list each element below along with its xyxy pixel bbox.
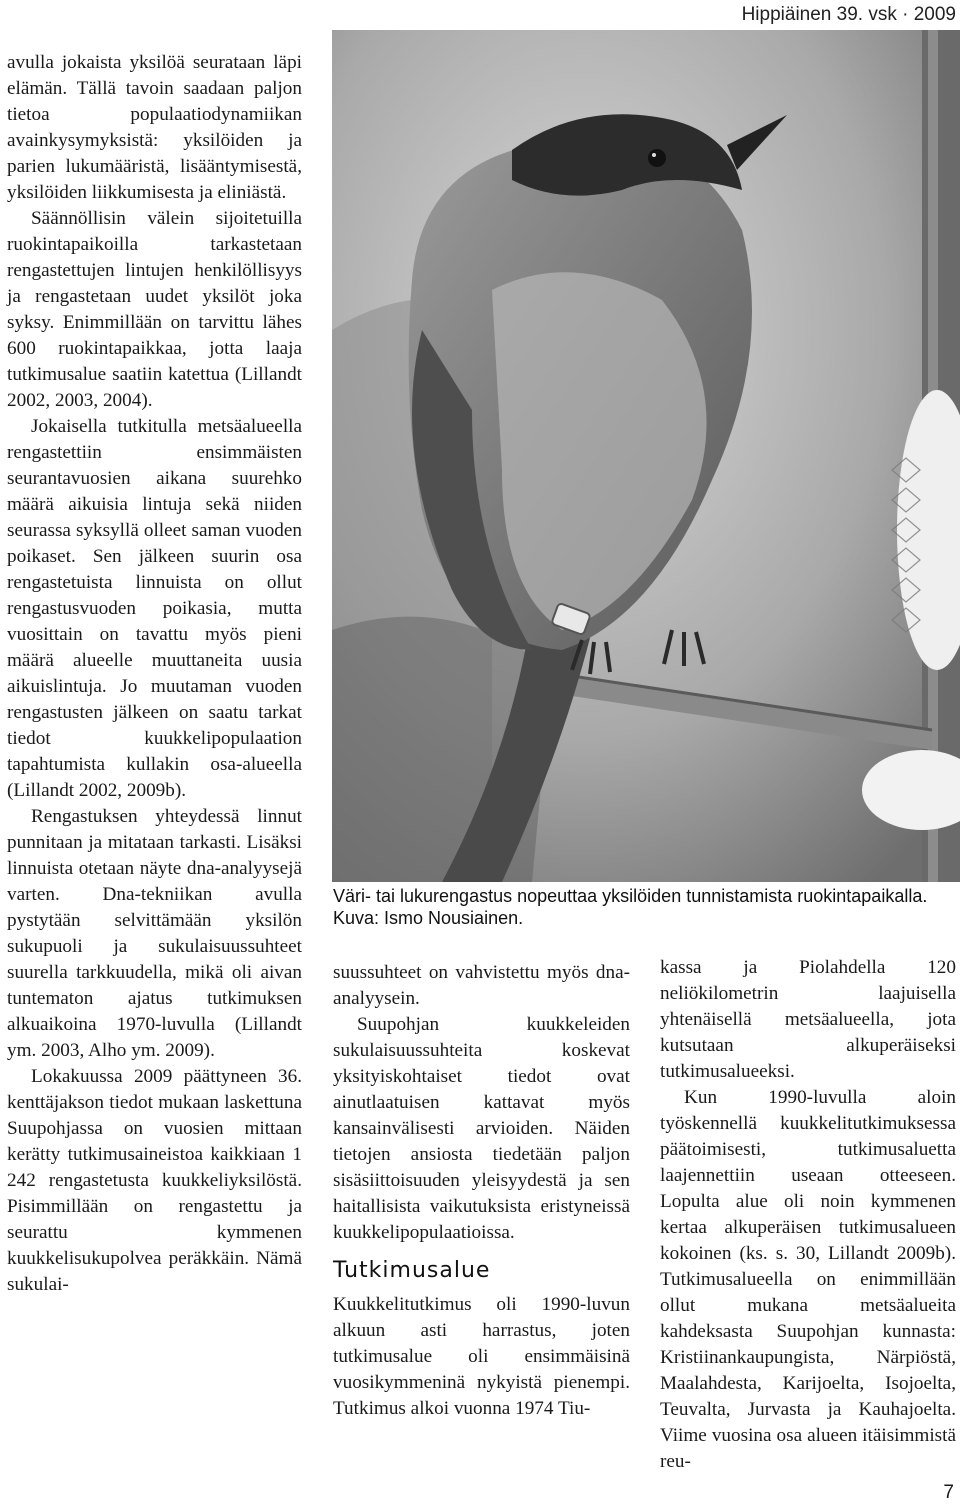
siberian-jay-illustration [332,30,960,882]
bird-photo [332,30,960,882]
paragraph: Lokakuussa 2009 päättyneen 36. kenttäjakson tiedot mukaan laskettuna Suupohjassa on vuosien mittaan kerätty tutkimusaineistoa kaikkiaan 1 242 rengastetusta kuukkeliyksilöstä. Pisimmillään on rengastettu ja seurattu kymmenen kuukkelisukupolvea peräkkäin. Nämä sukulai- [7,1066,302,1295]
paragraph: suussuhteet on vahvistettu myös dna-analyysein. [333,962,630,1009]
page-number: 7 [943,1482,954,1503]
paragraph: avulla jokaista yksilöä seurataan läpi elämän. Tällä tavoin saadaan paljon tietoa populaatiodynamiikan avainkysymyksistä: yksilöiden ja parien lukumääristä, lisääntymisestä, yksilöiden liikkumisesta ja eliniästä. [7,52,302,203]
column-3 [660,955,956,1475]
running-header: Hippiäinen 39. vsk · 2009 [741,4,956,25]
column-1 [7,50,302,1298]
photo-caption: Väri- tai lukurengastus nopeuttaa yksilöiden tunnistamista ruokintapaikalla. Kuva: Ismo Nousiainen. [333,886,928,928]
paragraph: Rengastuksen yhteydessä linnut punnitaan ja mitataan tarkasti. Lisäksi linnuista otetaan näyte dna-analyysejä varten. Dna-tekniikan avulla pystytään selvittämään yksilön sukupuoli ja sukulaisuussuhteet suurella tarkkuudella, mikä oli aivan tuntematon ajatus tutkimuksen alkuaikoina 1970-luvulla (Lillandt ym. 2003, Alho ym. 2009). [7,806,302,1061]
paragraph: kassa ja Piolahdella 120 neliökilometrin laajuisella yhtenäisellä metsäalueella, jota kutsutaan alkuperäiseksi tutkimusalueeksi. [660,957,956,1082]
paragraph: Suupohjan kuukkeleiden sukulaisuussuhteita koskevat yksityiskohtaiset tiedot ovat ainutlaatuisen kattavat myös kansainvälisesti arvioiden. Näiden tietojen ansiosta tiedetään paljon sisäsiittoisuuden yleisyydestä ja sen haitallisista vaikutuksista eristyneissä kuukkelipopulaatioissa. [333,1014,630,1243]
column-2 [333,960,630,1422]
paragraph: Kuukkelitutkimus oli 1990-luvun alkuun asti harrastus, joten tutkimusalue oli ensimmäisinä vuosikymmeninä nykyistä pienempi. Tutkimus alkoi vuonna 1974 Tiu- [333,1294,630,1419]
paragraph: Säännöllisin välein sijoitetuilla ruokintapaikoilla tarkastetaan rengastettujen lintujen henkilöllisyys ja rengastetaan uudet yksilöt joka syksy. Enimmillään on tarvittu lähes 600 ruokintapaikkaa, jotta laaja tutkimusalue saatiin katettua (Lillandt 2002, 2003, 2004). [7,208,302,411]
paragraph: Kun 1990-luvulla aloin työskennellä kuukkelitutkimuksessa päätoimisesti, tutkimusaluetta laajennettiin useaan otteeseen. Lopulta alue oli noin kymmenen kertaa alkuperäisen tutkimusalueen kokoinen (ks. s. 30, Lillandt 2009b). Tutkimusalueella on enimmillään ollut mukana metsäalueita kahdeksasta Suupohjan kunnasta: Kristiinankaupungista, Närpiöstä, Maalahdesta, Karijoelta, Isojoelta, Teuvalta, Jurvasta ja Kauhajoelta. Viime vuosina osa alueen itäisimmistä reu- [660,1087,956,1472]
section-heading: Tutkimusalue [333,1258,491,1283]
paragraph: Jokaisella tutkitulla metsäalueella rengastettiin ensimmäisten seurantavuosien aikana suurehko määrä aikuisia lintuja sekä niiden seurassa syksyllä olleet saman vuoden poikaset. Sen jälkeen suurin osa rengastetuista linnuista on ollut rengastusvuoden poikasia, mutta vuosittain on tavattu myös pieni määrä alueelle muuttaneita uusia aikuislintuja. Jo muutaman vuoden rengastusten jälkeen on saatu tarkat tiedot kuukkelipopulaation tapahtumista kullakin osa-alueella (Lillandt 2002, 2009b). [7,416,302,801]
